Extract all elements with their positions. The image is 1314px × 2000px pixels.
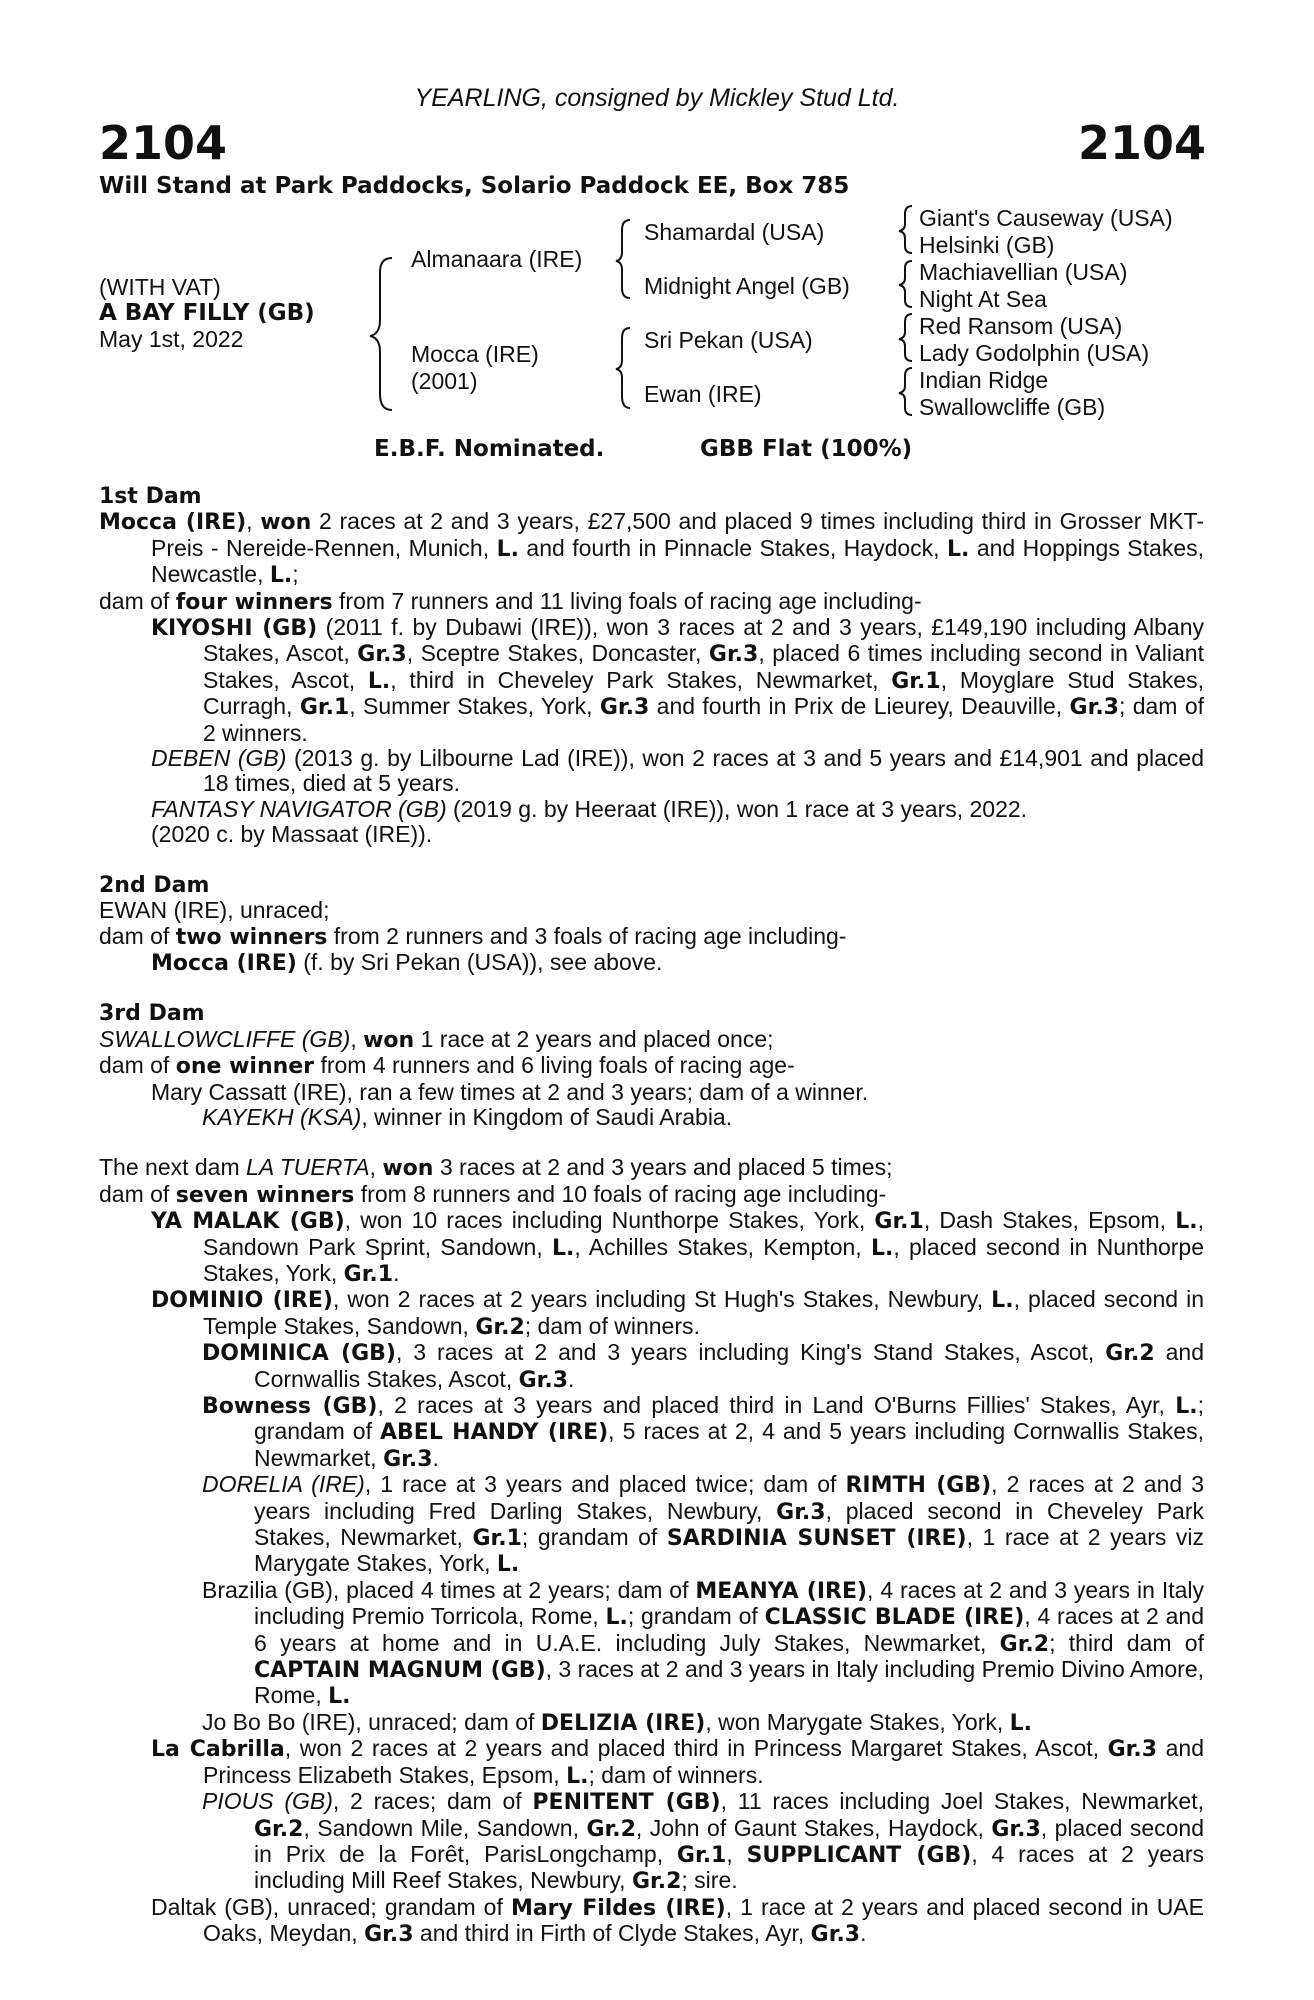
sire-name: Almanaara (IRE) — [411, 246, 583, 272]
foal-ya-malak: YA MALAK (GB), won 10 races including Nunthorpe Stakes, York, Gr.1, Dash Stakes, Epsom, L., Sandown Park Sprint, Sandown, L., Achilles Stakes, Kempton, L., placed second in Nunthorpe Stakes, York, Gr.1. — [151, 1207, 1205, 1287]
first-dam-name: Mocca (IRE) — [99, 510, 247, 536]
first-dam-produce: dam of four winners from 7 runners and 11 living foals of racing age including- — [99, 587, 922, 615]
foal-dominio: DOMINIO (IRE), won 2 races at 2 years including St Hugh's Stakes, Newbury, L., placed second in Temple Stakes, Sandown, Gr.2; dam of winners. — [151, 1286, 1205, 1340]
foal-kiyoshi: KIYOSHI (GB) (2011 f. by Dubawi (IRE)), won 3 races at 2 and 3 years, £149,190 including Albany Stakes, Ascot, Gr.3, Sceptre Stakes, Doncaster, Gr.3, placed 6 times including second in Valiant Stakes, Ascot, L., third in Cheveley Park Stakes, Newmarket, Gr.1, Moyglare Stud Stakes, Curragh, Gr.1, Summer Stakes, York, Gr.3 and fourth in Prix de Lieurey, Deauville, Gr.3; dam of 2 winners. — [151, 614, 1205, 746]
foal-la-cabrilla: La Cabrilla, won 2 races at 2 years and placed third in Princess Margaret Stakes, Ascot, Gr.3 and Princess Elizabeth Stakes, Epsom, L.; dam of winners. — [151, 1735, 1204, 1789]
dam-history — [99, 484, 1204, 1948]
third-dam-foal-cassatt: Mary Cassatt (IRE), ran a few times at 2 and 3 years; dam of a winner. — [151, 1078, 869, 1105]
pedigree-gen3-2: Helsinki (GB) — [919, 232, 1055, 258]
third-dam-heading: 3rd Dam — [99, 1001, 205, 1027]
pedigree-gen3-6: Lady Godolphin (USA) — [919, 340, 1150, 366]
ebf-nominated: E.B.F. Nominated. — [374, 436, 605, 462]
lot-number-right: 2104 — [1077, 116, 1206, 170]
third-dam-produce: dam of one winner from 4 runners and 6 living foals of racing age- — [99, 1052, 795, 1080]
grandfoal-brazilia: Brazilia (GB), placed 4 times at 2 years; dam of MEANYA (IRE), 4 races at 2 and 3 years in Italy including Premio Torricola, Rome, L.; grandam of CLASSIC BLADE (IRE), 4 races at 2 and 6 years at home and in U.A.E. including July Stakes, Newmarket, Gr.2; third dam of CAPTAIN MAGNUM (GB), 3 races at 2 and 3 years in Italy including Premio Divino Amore, Rome, L. — [202, 1576, 1205, 1710]
second-dam-produce: dam of two winners from 2 runners and 3 foals of racing age including- — [99, 922, 847, 950]
third-dam-record: SWALLOWCLIFFE (GB), won 1 race at 2 years and placed once; — [99, 1025, 774, 1053]
foal-fantasy-navigator: FANTASY NAVIGATOR (GB) (2019 g. by Heeraat (IRE)), won 1 race at 3 years, 2022. — [151, 795, 1028, 822]
pedigree-gen3-8: Swallowcliffe (GB) — [919, 394, 1106, 420]
foaling-date: May 1st, 2022 — [99, 326, 244, 352]
pedigree-gen3-7: Indian Ridge — [919, 367, 1049, 393]
dam-year: (2001) — [411, 368, 478, 394]
dam-name: Mocca (IRE) — [411, 341, 539, 367]
lot-number-left: 2104 — [99, 116, 228, 170]
third-dam-grandfoal-kayekh: KAYEKH (KSA), winner in Kingdom of Saudi Arabia. — [202, 1103, 733, 1130]
first-dam-heading: 1st Dam — [99, 484, 202, 509]
foal-deben: DEBEN (GB) (2013 g. by Lilbourne Lad (IRE)), won 2 races at 3 and 5 years and £14,901 and placed 18 times, died at 5 years. — [151, 745, 1204, 797]
pedigree-gen3-5: Red Ransom (USA) — [919, 313, 1123, 339]
consignor-line: YEARLING, consigned by Mickley Stud Ltd. — [414, 84, 900, 112]
lot-name: A BAY FILLY (GB) — [99, 300, 315, 326]
pedigree-gen3-4: Night At Sea — [919, 286, 1047, 312]
gbb-flat: GBB Flat (100%) — [700, 436, 913, 462]
pedigree-gen2-1: Shamardal (USA) — [644, 219, 825, 245]
pedigree-gen2-4: Ewan (IRE) — [644, 381, 762, 407]
grandfoal-jo-bo-bo: Jo Bo Bo (IRE), unraced; dam of DELIZIA (IRE), won Marygate Stakes, York, L. — [202, 1708, 1033, 1736]
grandfoal-dorelia: DORELIA (IRE), 1 race at 3 years and placed twice; dam of RIMTH (GB), 2 races at 2 and 3 years including Fred Darling Stakes, Newbury, Gr.3, placed second in Cheveley Park Stakes, Newmarket, Gr.1; grandam of SARDINIA SUNSET (IRE), 1 race at 2 years viz Marygate Stakes, York, L. — [202, 1471, 1205, 1578]
second-dam-heading: 2nd Dam — [99, 872, 210, 898]
next-dam-record: The next dam LA TUERTA, won 3 races at 2 and 3 years and placed 5 times; — [99, 1154, 893, 1182]
next-dam-produce: dam of seven winners from 8 runners and 10 foals of racing age including- — [99, 1180, 887, 1208]
pedigree-gen2-2: Midnight Angel (GB) — [644, 273, 850, 299]
grandfoal-pious: PIOUS (GB), 2 races; dam of PENITENT (GB), 11 races including Joel Stakes, Newmarket, Gr.2, Sandown Mile, Sandown, Gr.2, John of Gaunt Stakes, Haydock, Gr.3, placed second in Prix de la Forêt, ParisLongchamp, Gr.1, SUPPLICANT (GB), 4 races at 2 years including Mill Reef Stakes, Newbury, Gr.2; sire. — [202, 1788, 1205, 1895]
first-dam-record: Mocca (IRE), won 2 races at 2 and 3 years, £27,500 and placed 9 times including third in Grosser MKT-Preis - Nereide-Rennen, Munich, L. and fourth in Pinnacle Stakes, Haydock, L. and Hoppings Stakes, Newcastle, L.; — [99, 508, 1204, 589]
grandfoal-bowness: Bowness (GB), 2 races at 3 years and placed third in Land O'Burns Fillies' Stakes, Ayr, L.; grandam of ABEL HANDY (IRE), 5 races at 2, 4 and 5 years including Cornwallis Stakes, Newmarket, Gr.3. — [202, 1392, 1204, 1472]
grandfoal-dominica: DOMINICA (GB), 3 races at 2 and 3 years including King's Stand Stakes, Ascot, Gr.2 and Cornwallis Stakes, Ascot, Gr.3. — [202, 1339, 1205, 1393]
pedigree-gen2-3: Sri Pekan (USA) — [644, 327, 813, 353]
second-dam-record: EWAN (IRE), unraced; — [99, 897, 330, 924]
foal-daltak: Daltak (GB), unraced; grandam of Mary Fildes (IRE), 1 race at 2 years and placed second in UAE Oaks, Meydan, Gr.3 and third in Firth of Clyde Stakes, Ayr, Gr.3. — [151, 1893, 1204, 1948]
pedigree-gen3-1: Giant's Causeway (USA) — [919, 205, 1173, 231]
stand-location: Will Stand at Park Paddocks, Solario Paddock EE, Box 785 — [99, 173, 850, 199]
pedigree-gen3-3: Machiavellian (USA) — [919, 259, 1128, 285]
vat-note: (WITH VAT) — [99, 274, 221, 300]
foal-2020-colt: (2020 c. by Massaat (IRE)). — [151, 821, 433, 848]
second-dam-foal-mocca: Mocca (IRE) (f. by Sri Pekan (USA)), see above. — [151, 948, 663, 976]
